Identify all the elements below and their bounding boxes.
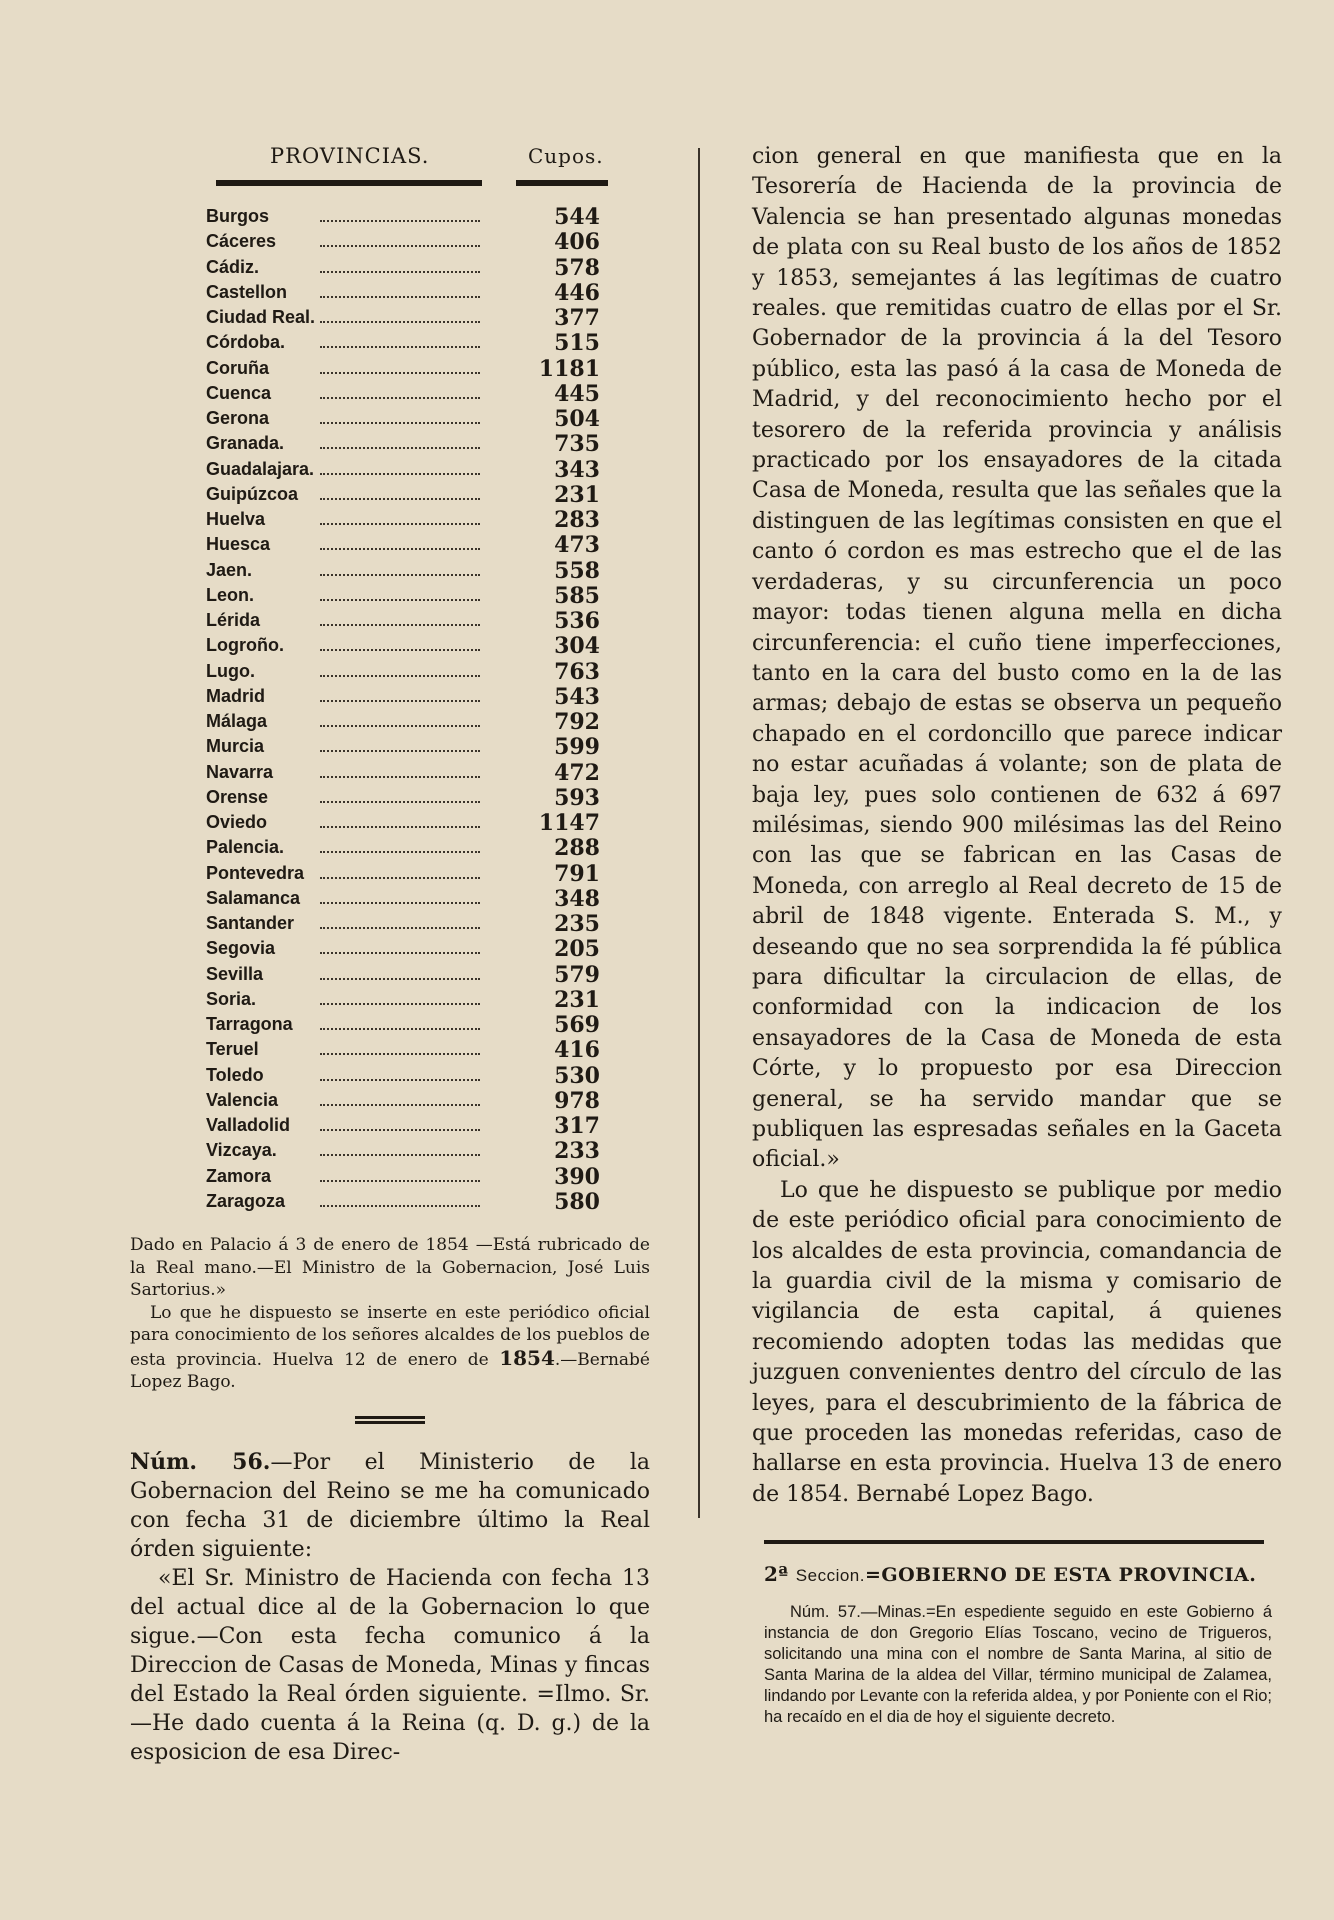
leader-dots bbox=[320, 810, 480, 828]
province-quota: 205 bbox=[554, 936, 600, 963]
province-name: Leon. bbox=[206, 584, 254, 605]
leader-dots bbox=[320, 204, 480, 222]
province-name: Guadalajara. bbox=[206, 458, 315, 479]
province-quota: 473 bbox=[554, 532, 600, 559]
province-name: Guipúzcoa bbox=[206, 483, 299, 504]
province-quota: 543 bbox=[554, 683, 600, 710]
table-row bbox=[130, 608, 650, 633]
header-quotas: Cupos. bbox=[528, 144, 604, 168]
table-header bbox=[130, 140, 650, 180]
table-row bbox=[130, 1189, 650, 1214]
leader-dots bbox=[320, 936, 480, 954]
province-quota: 978 bbox=[554, 1087, 600, 1114]
leader-dots bbox=[320, 1088, 480, 1106]
table-row bbox=[130, 1012, 650, 1037]
province-quota: 579 bbox=[554, 961, 600, 988]
notice-year: 1854 bbox=[499, 1345, 555, 1370]
province-quota: 763 bbox=[554, 658, 600, 685]
section-title: =GOBIERNO DE ESTA PROVINCIA. bbox=[864, 1564, 1257, 1587]
section-word: Seccion. bbox=[795, 1566, 865, 1586]
province-name: Valladolid bbox=[206, 1115, 291, 1135]
table-row bbox=[130, 760, 650, 785]
minister-order-paragraph: «El Sr. Ministro de Hacienda con fecha 13 del actual dice al de la Gobernacion lo que sigue.—Con esta fecha comunico á la Direccion de Casas de Moneda, Minas y fincas del Estado la Real órden siguiente. =Ilmo. Sr.—He dado cuenta á la Reina (q. D. g.) de la esposicion de esa Direc- bbox=[130, 1565, 650, 1765]
province-name: Soria. bbox=[206, 988, 257, 1009]
leader-dots bbox=[320, 255, 480, 273]
publication-order-paragraph: Lo que he dispuesto se publique por medio de este periódico oficial para conocimiento de los alcaldes de esta provincia, comandancia de la guardia civil de la misma y comisario de vigilancia de esta capital, á quienes recomiendo adopten todas las medidas que juzguen convenientes dentro del círculo de las leyes, para el descubrimiento de la fábrica de que proceden las monedas referidas, caso de hallarse en esta provincia. Huelva 13 de enero de 1854. Bernabé Lopez Bago. bbox=[752, 1177, 1282, 1507]
province-name: Teruel bbox=[206, 1039, 259, 1060]
province-name: Ciudad Real. bbox=[206, 307, 316, 327]
province-quota: 288 bbox=[554, 835, 600, 862]
province-quota: 235 bbox=[554, 911, 600, 937]
province-quota: 792 bbox=[554, 709, 600, 735]
leader-dots bbox=[320, 1164, 480, 1182]
leader-dots bbox=[320, 709, 480, 727]
province-name: Cuenca bbox=[206, 382, 272, 403]
leader-dots bbox=[320, 760, 480, 778]
table-row bbox=[130, 204, 650, 229]
right-column bbox=[752, 142, 1282, 1728]
notice-signature: .—Bernabé Lopez Bago. bbox=[130, 1349, 650, 1392]
section-number: 2ª bbox=[764, 1562, 789, 1587]
province-name: Huelva bbox=[206, 509, 266, 529]
province-name: Gerona bbox=[206, 408, 270, 428]
table-row bbox=[130, 583, 650, 608]
leader-dots bbox=[320, 684, 480, 702]
table-row bbox=[130, 1138, 650, 1163]
table-row bbox=[130, 255, 650, 280]
province-quota: 569 bbox=[554, 1012, 600, 1038]
leader-dots bbox=[320, 558, 480, 576]
province-quota: 791 bbox=[554, 860, 600, 887]
leader-dots bbox=[320, 1037, 480, 1055]
province-name: Oviedo bbox=[206, 812, 268, 832]
leader-dots bbox=[320, 1189, 480, 1207]
province-name: Logroño. bbox=[206, 635, 284, 656]
table-row bbox=[130, 558, 650, 583]
section-rule bbox=[764, 1540, 1264, 1544]
province-quota: 283 bbox=[554, 507, 600, 533]
province-name: Madrid bbox=[206, 685, 266, 706]
province-name: Castellon bbox=[206, 281, 288, 302]
table-row bbox=[130, 810, 650, 835]
province-name: Málaga bbox=[206, 711, 268, 731]
province-quota: 377 bbox=[554, 305, 600, 331]
province-name: Córdoba. bbox=[206, 332, 285, 353]
province-name: Murcia bbox=[206, 736, 265, 757]
table-row bbox=[130, 785, 650, 810]
table-row bbox=[130, 861, 650, 886]
province-quota: 416 bbox=[554, 1037, 600, 1064]
table-row bbox=[130, 1113, 650, 1138]
table-row bbox=[130, 684, 650, 709]
province-quota: 231 bbox=[554, 481, 600, 508]
province-name: Segovia bbox=[206, 938, 276, 959]
leader-dots bbox=[320, 356, 480, 374]
table-row bbox=[130, 532, 650, 557]
table-row bbox=[130, 1164, 650, 1189]
province-quota: 504 bbox=[554, 406, 600, 432]
leader-dots bbox=[320, 482, 480, 500]
column-divider bbox=[698, 148, 700, 1518]
table-row bbox=[130, 987, 650, 1012]
leader-dots bbox=[320, 229, 480, 247]
leader-dots bbox=[320, 785, 480, 803]
leader-dots bbox=[320, 280, 480, 298]
num56-paragraph bbox=[130, 1448, 650, 1564]
leader-dots bbox=[320, 962, 480, 980]
province-quota: 599 bbox=[554, 734, 600, 761]
leader-dots bbox=[320, 457, 480, 475]
province-name: Jaen. bbox=[206, 559, 253, 580]
coins-report-paragraph: cion general en que manifiesta que en la Tesorería de Hacienda de la provincia de Valencia se han presentado algunas monedas de plata con su Real busto de los años de 1852 y 1853, semejantes á las legítimas de cuatro reales. que remitidas cuatro de ellas por el Sr. Gobernador de la provincia á la del Tesoro público, esta las pasó á la casa de Moneda de Madrid, y del reconocimiento hecho por el tesorero de la referida provincia y análisis practicado por los ensayadores de la citada Casa de Moneda, resulta que las señales que la distinguen de las legítimas consisten en que el canto ó cordon es mas estrecho que el de las verdaderas, y su circunferencia un poco mayor: todas tienen alguna mella en dicha circunferencia: el cuño tiene imperfecciones, tanto en la cara del busto como en la de las armas; debajo de estas se observa un pequeño chapado en el cordoncillo que parece indicar no estar acuñadas á volante; son de plata de baja ley, pues solo contienen de 632 á 697 milésimas, siendo 900 milésimas las del Reino con las que se fabrican en las Casas de Moneda, con arreglo al Real decreto de 15 de abril de 1848 vigente. Enterada S. M., y deseando que no sea sorprendida la fé pública para dificultar la circulacion de ellas, de conformidad con la indicacion de los ensayadores de la Casa de Moneda de esta Córte, y lo propuesto por esa Direccion general, se ha servido mandar que se publiquen las espresadas señales en la Gaceta oficial.» bbox=[752, 144, 1282, 1173]
table-row bbox=[130, 1063, 650, 1088]
num56-label: Núm. 56. bbox=[130, 1448, 271, 1475]
leader-dots bbox=[320, 886, 480, 904]
table-row bbox=[130, 709, 650, 734]
table-row bbox=[130, 659, 650, 684]
province-quota: 233 bbox=[554, 1138, 600, 1165]
leader-dots bbox=[320, 305, 480, 323]
left-column bbox=[130, 140, 650, 1767]
province-quota-table bbox=[130, 204, 650, 1214]
leader-dots bbox=[320, 431, 480, 449]
province-quota: 735 bbox=[554, 431, 600, 458]
table-row bbox=[130, 734, 650, 759]
province-quota: 585 bbox=[554, 582, 600, 609]
dado-paragraph: Dado en Palacio á 3 de enero de 1854 —Está rubricado de la Real mano.—El Ministro de la Gobernacion, José Luis Sartorius.» bbox=[130, 1235, 650, 1300]
leader-dots bbox=[320, 633, 480, 651]
province-name: Granada. bbox=[206, 433, 285, 454]
province-quota: 472 bbox=[554, 759, 600, 786]
huelva-notice-paragraph bbox=[130, 1302, 650, 1394]
province-quota: 445 bbox=[554, 380, 600, 407]
num56-text: —Por el Ministerio de la Gobernacion del Reino se me ha comunicado con fecha 31 de diciembre último la Real órden siguiente: bbox=[130, 1449, 650, 1562]
province-quota: 446 bbox=[554, 279, 600, 306]
table-row bbox=[130, 633, 650, 658]
province-quota: 348 bbox=[554, 885, 600, 912]
leader-dots bbox=[320, 507, 480, 525]
province-quota: 593 bbox=[554, 784, 600, 811]
header-rule-provinces bbox=[216, 180, 482, 186]
province-quota: 580 bbox=[554, 1188, 600, 1215]
province-name: Salamanca bbox=[206, 887, 301, 908]
province-name: Tarragona bbox=[206, 1014, 293, 1034]
province-name: Toledo bbox=[206, 1064, 264, 1085]
leader-dots bbox=[320, 835, 480, 853]
table-row bbox=[130, 1037, 650, 1062]
leader-dots bbox=[320, 406, 480, 424]
table-row bbox=[130, 482, 650, 507]
leader-dots bbox=[320, 1138, 480, 1156]
table-row bbox=[130, 431, 650, 456]
table-row bbox=[130, 406, 650, 431]
province-quota: 578 bbox=[554, 254, 600, 281]
province-name: Palencia. bbox=[206, 837, 285, 858]
table-row bbox=[130, 911, 650, 936]
province-name: Zamora bbox=[206, 1165, 272, 1186]
table-row bbox=[130, 381, 650, 406]
province-name: Burgos bbox=[206, 206, 269, 226]
section-separator bbox=[355, 1416, 425, 1424]
table-row bbox=[130, 886, 650, 911]
province-name: Santander bbox=[206, 913, 295, 933]
leader-dots bbox=[320, 659, 480, 677]
province-quota: 544 bbox=[554, 204, 600, 230]
leader-dots bbox=[320, 330, 480, 348]
province-quota: 558 bbox=[554, 557, 600, 584]
table-row bbox=[130, 962, 650, 987]
table-row bbox=[130, 280, 650, 305]
province-name: Zaragoza bbox=[206, 1190, 286, 1211]
province-quota: 530 bbox=[554, 1062, 600, 1089]
province-quota: 1181 bbox=[538, 355, 600, 382]
province-name: Cádiz. bbox=[206, 256, 260, 277]
province-quota: 1147 bbox=[538, 810, 600, 836]
leader-dots bbox=[320, 1113, 480, 1131]
province-quota: 390 bbox=[554, 1163, 600, 1190]
table-row bbox=[130, 936, 650, 961]
leader-dots bbox=[320, 1012, 480, 1030]
province-name: Lugo. bbox=[206, 660, 255, 681]
table-row bbox=[130, 507, 650, 532]
table-row bbox=[130, 330, 650, 355]
table-row bbox=[130, 229, 650, 254]
province-name: Cáceres bbox=[206, 231, 277, 252]
province-name: Sevilla bbox=[206, 963, 264, 984]
notice-text: Lo que he dispuesto se inserte en este periódico oficial para conocimiento de los señores alcaldes de los pueblos de esta provincia. Huelva 12 de enero de bbox=[130, 1302, 650, 1370]
table-row bbox=[130, 835, 650, 860]
province-name: Orense bbox=[206, 786, 269, 807]
province-name: Pontevedra bbox=[206, 862, 305, 883]
leader-dots bbox=[320, 532, 480, 550]
province-quota: 231 bbox=[554, 986, 600, 1013]
province-quota: 317 bbox=[554, 1113, 600, 1139]
leader-dots bbox=[320, 381, 480, 399]
province-quota: 536 bbox=[554, 608, 600, 634]
province-name: Vizcaya. bbox=[206, 1140, 277, 1161]
table-row bbox=[130, 1088, 650, 1113]
leader-dots bbox=[320, 1063, 480, 1081]
province-quota: 515 bbox=[554, 330, 600, 357]
leader-dots bbox=[320, 987, 480, 1005]
province-name: Coruña bbox=[206, 357, 269, 378]
table-row bbox=[130, 356, 650, 381]
leader-dots bbox=[320, 911, 480, 929]
leader-dots bbox=[320, 861, 480, 879]
province-quota: 406 bbox=[554, 229, 600, 256]
header-rule-quotas bbox=[516, 180, 608, 186]
table-row bbox=[130, 457, 650, 482]
section-heading bbox=[764, 1562, 1282, 1586]
province-name: Navarra bbox=[206, 761, 274, 782]
leader-dots bbox=[320, 734, 480, 752]
province-name: Valencia bbox=[206, 1089, 279, 1110]
header-provinces: PROVINCIAS. bbox=[270, 144, 430, 168]
leader-dots bbox=[320, 608, 480, 626]
leader-dots bbox=[320, 583, 480, 601]
table-row bbox=[130, 305, 650, 330]
province-quota: 304 bbox=[554, 633, 600, 660]
province-quota: 343 bbox=[554, 456, 600, 483]
province-name: Huesca bbox=[206, 534, 271, 555]
header-rules bbox=[130, 180, 650, 204]
num57-paragraph: Núm. 57.—Minas.=En espediente seguido en este Gobierno á instancia de don Gregorio Elías Toscano, vecino de Trigueros, solicitando una mina con el nombre de Santa Marina, al sitio de Santa Marina de la aldea del Villar, término municipal de Zalamea, lindando por Levante con la referida aldea, y por Poniente con el Rio; ha recaído en el dia de hoy el siguiente decreto. bbox=[764, 1603, 1272, 1727]
province-name: Lérida bbox=[206, 610, 261, 630]
